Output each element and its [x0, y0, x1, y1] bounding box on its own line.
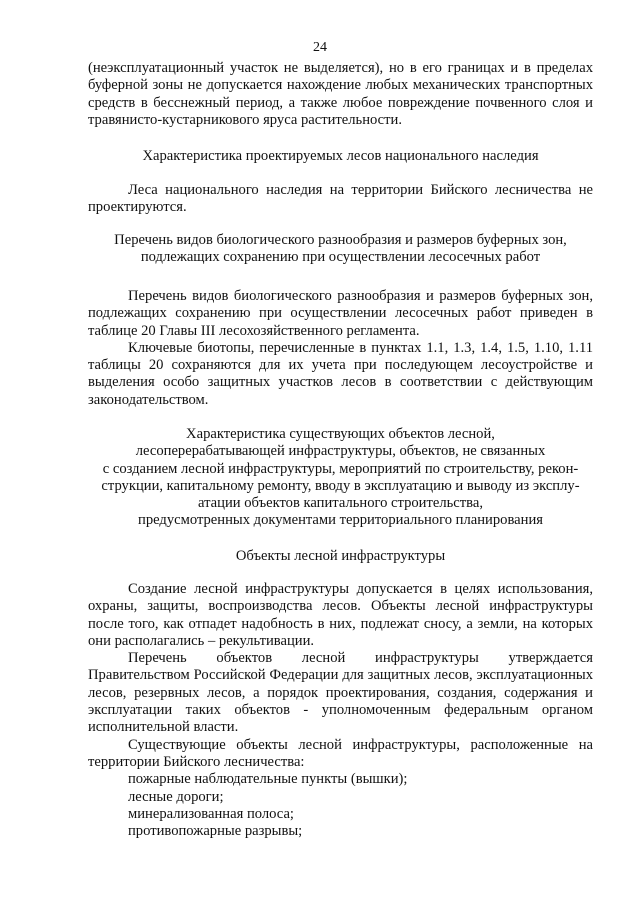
national-heritage-paragraph-block	[88, 182, 593, 217]
page-number: 24	[313, 40, 327, 55]
section-heading-forest-infrastructure: Объекты лесной инфраструктуры	[235, 548, 446, 564]
heading-line: струкции, капитальному ремонту, вводу в эксплуатацию и выводу из эксплу-	[101, 477, 580, 494]
section-heading-biodiversity	[88, 232, 593, 267]
heading-line: предусмотренных документами территориального планирования	[138, 512, 543, 529]
section-heading-national-heritage-forests: Характеристика проектируемых лесов национального наследия	[142, 148, 539, 164]
heading-line: с созданием лесной инфраструктуры, мероприятий по строительству, рекон-	[102, 460, 579, 477]
heading-line: Перечень видов биологического разнообразия и размеров буферных зон,	[114, 232, 567, 248]
heading-line: подлежащих сохранению при осуществлении лесосечных работ	[140, 249, 541, 266]
section-heading-infrastructure-characteristics	[88, 426, 593, 530]
list-item: противопожарные разрывы;	[128, 823, 303, 840]
paragraph: Существующие объекты лесной инфраструктуры, расположенные на территории Бийского лесничества:	[88, 736, 593, 770]
paragraph: Ключевые биотопы, перечисленные в пунктах 1.1, 1.3, 1.4, 1.5, 1.10, 1.11 таблицы 20 сохраняются для их учета при последующем лесоустройстве и выделения особо защитных участков лесов в соответствии с действующим законодательством.	[88, 339, 593, 408]
forest-infrastructure-paragraph-block	[88, 581, 593, 840]
paragraph: Создание лесной инфраструктуры допускается в целях использования, охраны, защиты, воспроизводства лесов. Объекты лесной инфраструктуры после того, как отпадет надобность в них, подлежат сносу, а земли, на которых они располагались – рекультивации.	[88, 581, 593, 649]
list-item: лесные дороги;	[128, 788, 224, 805]
heading-line: лесоперерабатывающей инфраструктуры, объектов, не связанных	[135, 443, 546, 460]
list-item: пожарные наблюдательные пункты (вышки);	[128, 771, 408, 788]
heading-line: Характеристика существующих объектов лесной,	[186, 426, 495, 442]
paragraph: Леса национального наследия на территории Бийского лесничества не проектируются.	[88, 182, 593, 216]
paragraph: (неэксплуатационный участок не выделяется), но в его границах и в пределах буферной зоны не допускается нахождение любых механических транспортных средств в бесснежный период, а также любое повреждение почвенного слоя и травянисто-кустарникового яруса растительности.	[88, 60, 593, 128]
paragraph: Перечень объектов лесной инфраструктуры утверждается Правительством Российской Федерации для защитных лесов, эксплуатационных лесов, резервных лесов, а порядок проектирования, создания, содержания и эксплуатации таких объектов - уполномоченным федеральным органом исполнительной власти.	[88, 650, 593, 736]
list-item: минерализованная полоса;	[128, 805, 294, 822]
biodiversity-paragraph-block	[88, 288, 593, 409]
intro-paragraph-block	[88, 60, 593, 129]
paragraph: Перечень видов биологического разнообразия и размеров буферных зон, подлежащих сохранению при осуществлении лесосечных работ приведен в таблице 20 Главы III лесохозяйственного регламента.	[88, 288, 593, 339]
heading-line: атации объектов капитального строительства,	[198, 495, 483, 512]
